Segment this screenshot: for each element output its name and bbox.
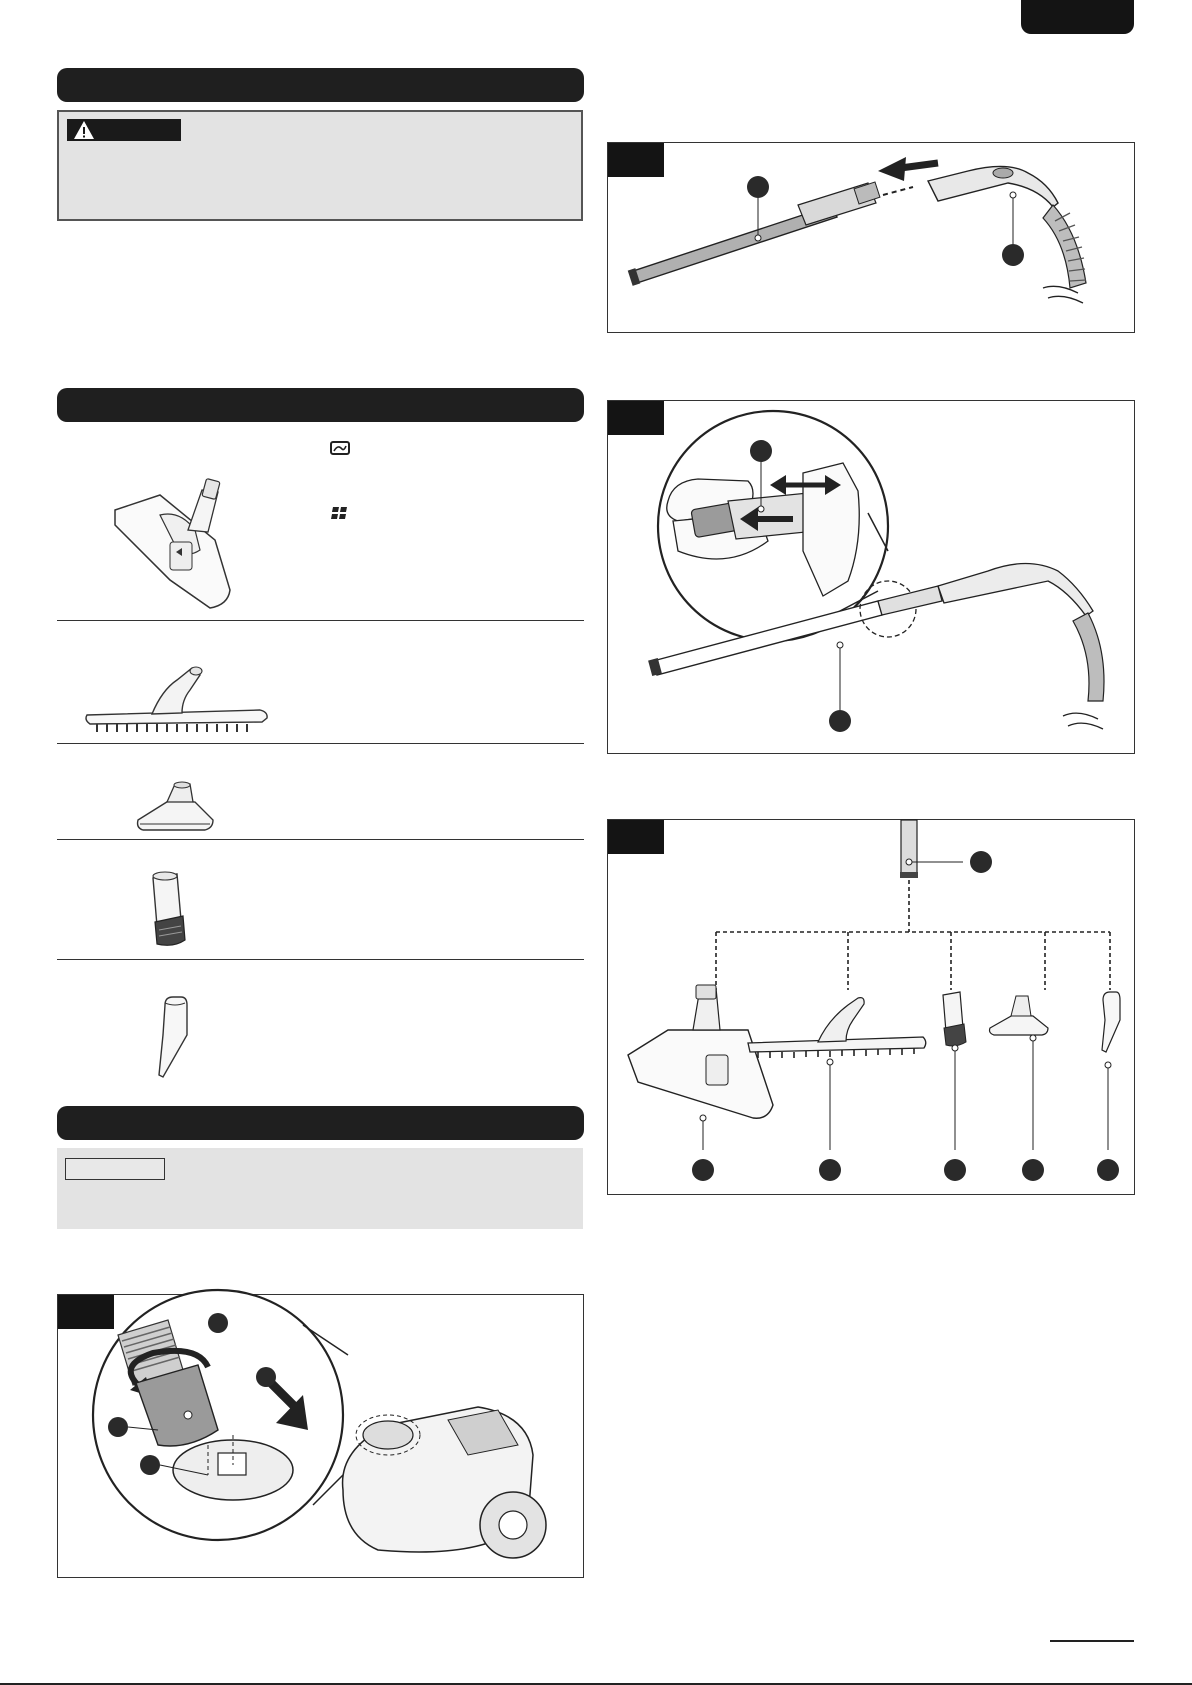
figure-hose-to-tube [607, 142, 1135, 333]
warning-label [67, 119, 181, 141]
section-header-assembly [57, 1106, 584, 1140]
carpet-icon [330, 440, 350, 461]
crevice-tool-illustration [157, 995, 192, 1085]
hard-floor-icon [330, 505, 350, 526]
figure-accessory-attach [607, 819, 1135, 1195]
warning-box [57, 110, 583, 221]
upholstery-nozzle-illustration [135, 780, 215, 840]
page-number-rule [1050, 1640, 1134, 1642]
figure-tube-adjust [607, 400, 1135, 754]
section-header-accessories [57, 388, 584, 422]
figure-hose-to-cleaner [57, 1294, 584, 1578]
accessory-divider [57, 743, 584, 744]
parquet-brush-illustration [82, 660, 272, 740]
accessory-divider [57, 620, 584, 621]
accessory-divider [57, 839, 584, 840]
warning-triangle-icon [73, 120, 95, 140]
chapter-tab [1021, 0, 1134, 34]
note-label [65, 1158, 165, 1180]
note-box [57, 1148, 583, 1229]
accessory-divider [57, 959, 584, 960]
section-header-warning [57, 68, 584, 102]
floor-nozzle-illustration [100, 470, 240, 615]
dusting-brush-illustration [145, 870, 190, 955]
